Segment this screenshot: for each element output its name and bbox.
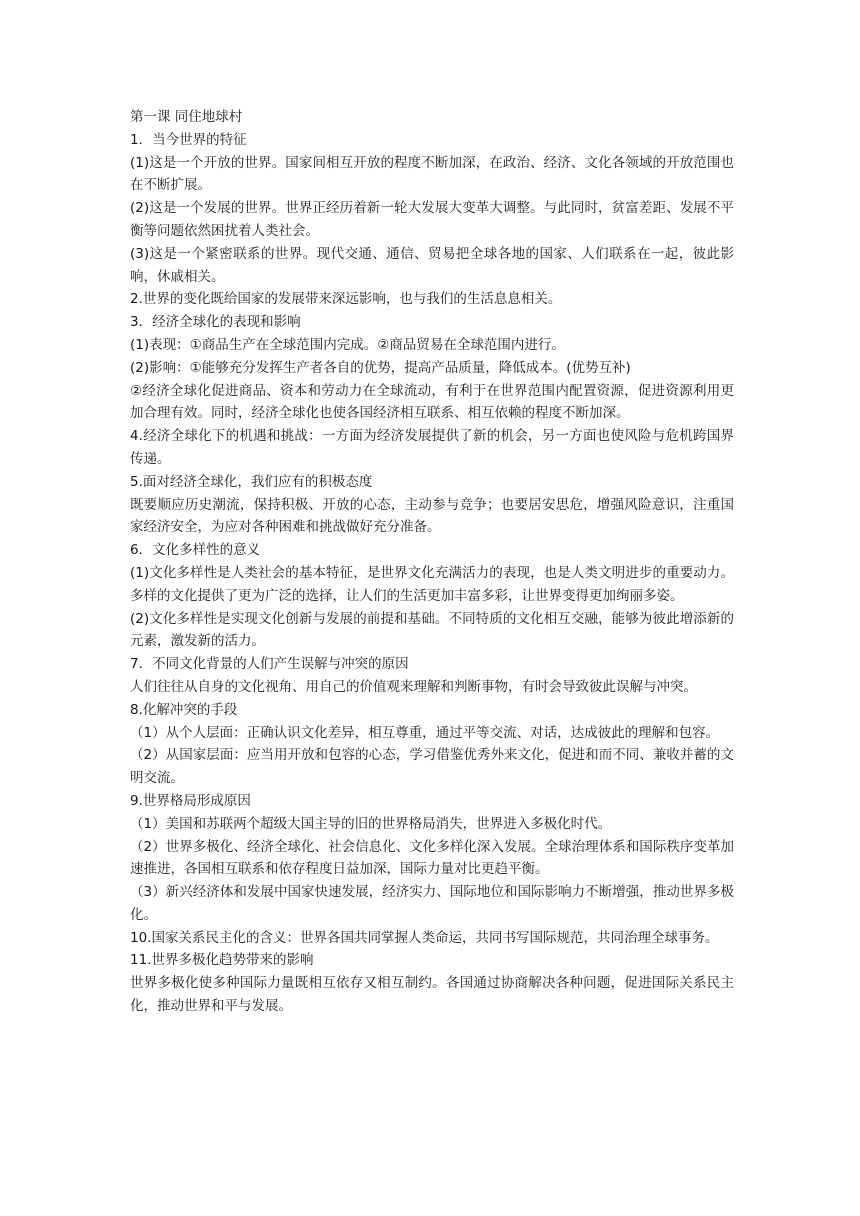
heading-10: 10.国家关系民主化的含义：世界各国共同掌握人类命运，共同书写国际规范，共同治理全球事务。 bbox=[130, 929, 719, 946]
paragraph: (2)这是一个发展的世界。世界正经历着新一轮大发展大变革大调整。与此同时，贫富差距、发展不平衡等问题依然困扰着人类社会。 bbox=[130, 200, 734, 239]
heading-6: 6．文化多样性的意义 bbox=[130, 542, 261, 559]
paragraph: (2)文化多样性是实现文化创新与发展的前提和基础。不同特质的文化相互交融，能够为彼此增添新的元素，激发新的活力。 bbox=[130, 610, 734, 650]
paragraph: （2）从国家层面：应当用开放和包容的心态，学习借鉴优秀外来文化，促进和而不同、兼收并蓄的文明交流。 bbox=[130, 747, 734, 787]
paragraph: ②经济全球化促进商品、资本和劳动力在全球流动，有利于在世界范围内配置资源，促进资源利用更加合理有效。同时，经济全球化也使各国经济相互联系、相互依赖的程度不断加深。 bbox=[130, 382, 734, 422]
lesson-title: 第一课 同住地球村 bbox=[130, 109, 243, 125]
heading-5: 5.面对经济全球化，我们应有的积极态度 bbox=[130, 473, 373, 490]
paragraph: 既要顺应历史潮流，保持积极、开放的心态，主动参与竞争；也要居安思危，增强风险意识，注重国家经济安全，为应对各种困难和挑战做好充分准备。 bbox=[130, 496, 734, 536]
paragraph: (1)表现：①商品生产在全球范围内完成。②商品贸易在全球范围内进行。 bbox=[130, 336, 565, 353]
paragraph: (1)文化多样性是人类社会的基本特征，是世界文化充满活力的表现，也是人类文明进步的重要动力。多样的文化提供了更为广泛的选择，让人们的生活更加丰富多彩，让世界变得更加绚丽多姿。 bbox=[130, 564, 734, 604]
paragraph: 世界多极化使多种国际力量既相互依存又相互制约。各国通过协商解决各种问题，促进国际关系民主化，推动世界和平与发展。 bbox=[130, 975, 734, 1015]
paragraph: 人们往往从自身的文化视角、用自己的价值观来理解和判断事物，有时会导致彼此误解与冲突。 bbox=[130, 678, 697, 695]
heading-11: 11.世界多极化趋势带来的影响 bbox=[130, 952, 314, 969]
paragraph: (3)这是一个紧密联系的世界。现代交通、通信、贸易把全球各地的国家、人们联系在一起，彼此影响，休戚相关。 bbox=[130, 245, 734, 285]
heading-4: 4.经济全球化下的机遇和挑战：一方面为经济发展提供了新的机会，另一方面也使风险与危机跨国界传递。 bbox=[130, 428, 734, 467]
paragraph: (2)影响：①能够充分发挥生产者各自的优势，提高产品质量，降低成本。(优势互补) bbox=[130, 359, 631, 376]
heading-7: 7．不同文化背景的人们产生误解与冲突的原因 bbox=[130, 656, 409, 673]
heading-9: 9.世界格局形成原因 bbox=[130, 792, 251, 809]
paragraph: （2）世界多极化、经济全球化、社会信息化、文化多样化深入发展。全球治理体系和国际秩序变革加速推进，各国相互联系和依存程度日益加深，国际力量对比更趋平衡。 bbox=[130, 838, 734, 878]
heading-8: 8.化解冲突的手段 bbox=[130, 701, 238, 718]
document-page bbox=[130, 106, 734, 1018]
heading-1: 1．当今世界的特征 bbox=[130, 131, 247, 148]
heading-3: 3．经济全球化的表现和影响 bbox=[130, 314, 301, 331]
paragraph: (1)这是一个开放的世界。国家间相互开放的程度不断加深，在政治、经济、文化各领域的开放范围也在不断扩展。 bbox=[130, 154, 734, 194]
paragraph: （1）美国和苏联两个超级大国主导的旧的世界格局消失，世界进入多极化时代。 bbox=[130, 815, 612, 832]
paragraph: （1）从个人层面：正确认识文化差异，相互尊重，通过平等交流、对话，达成彼此的理解和包容。 bbox=[130, 724, 720, 741]
paragraph: （3）新兴经济体和发展中国家快速发展，经济实力、国际地位和国际影响力不断增强，推动世界多极化。 bbox=[130, 884, 734, 923]
heading-2: 2.世界的变化既给国家的发展带来深远影响，也与我们的生活息息相关。 bbox=[130, 291, 562, 308]
